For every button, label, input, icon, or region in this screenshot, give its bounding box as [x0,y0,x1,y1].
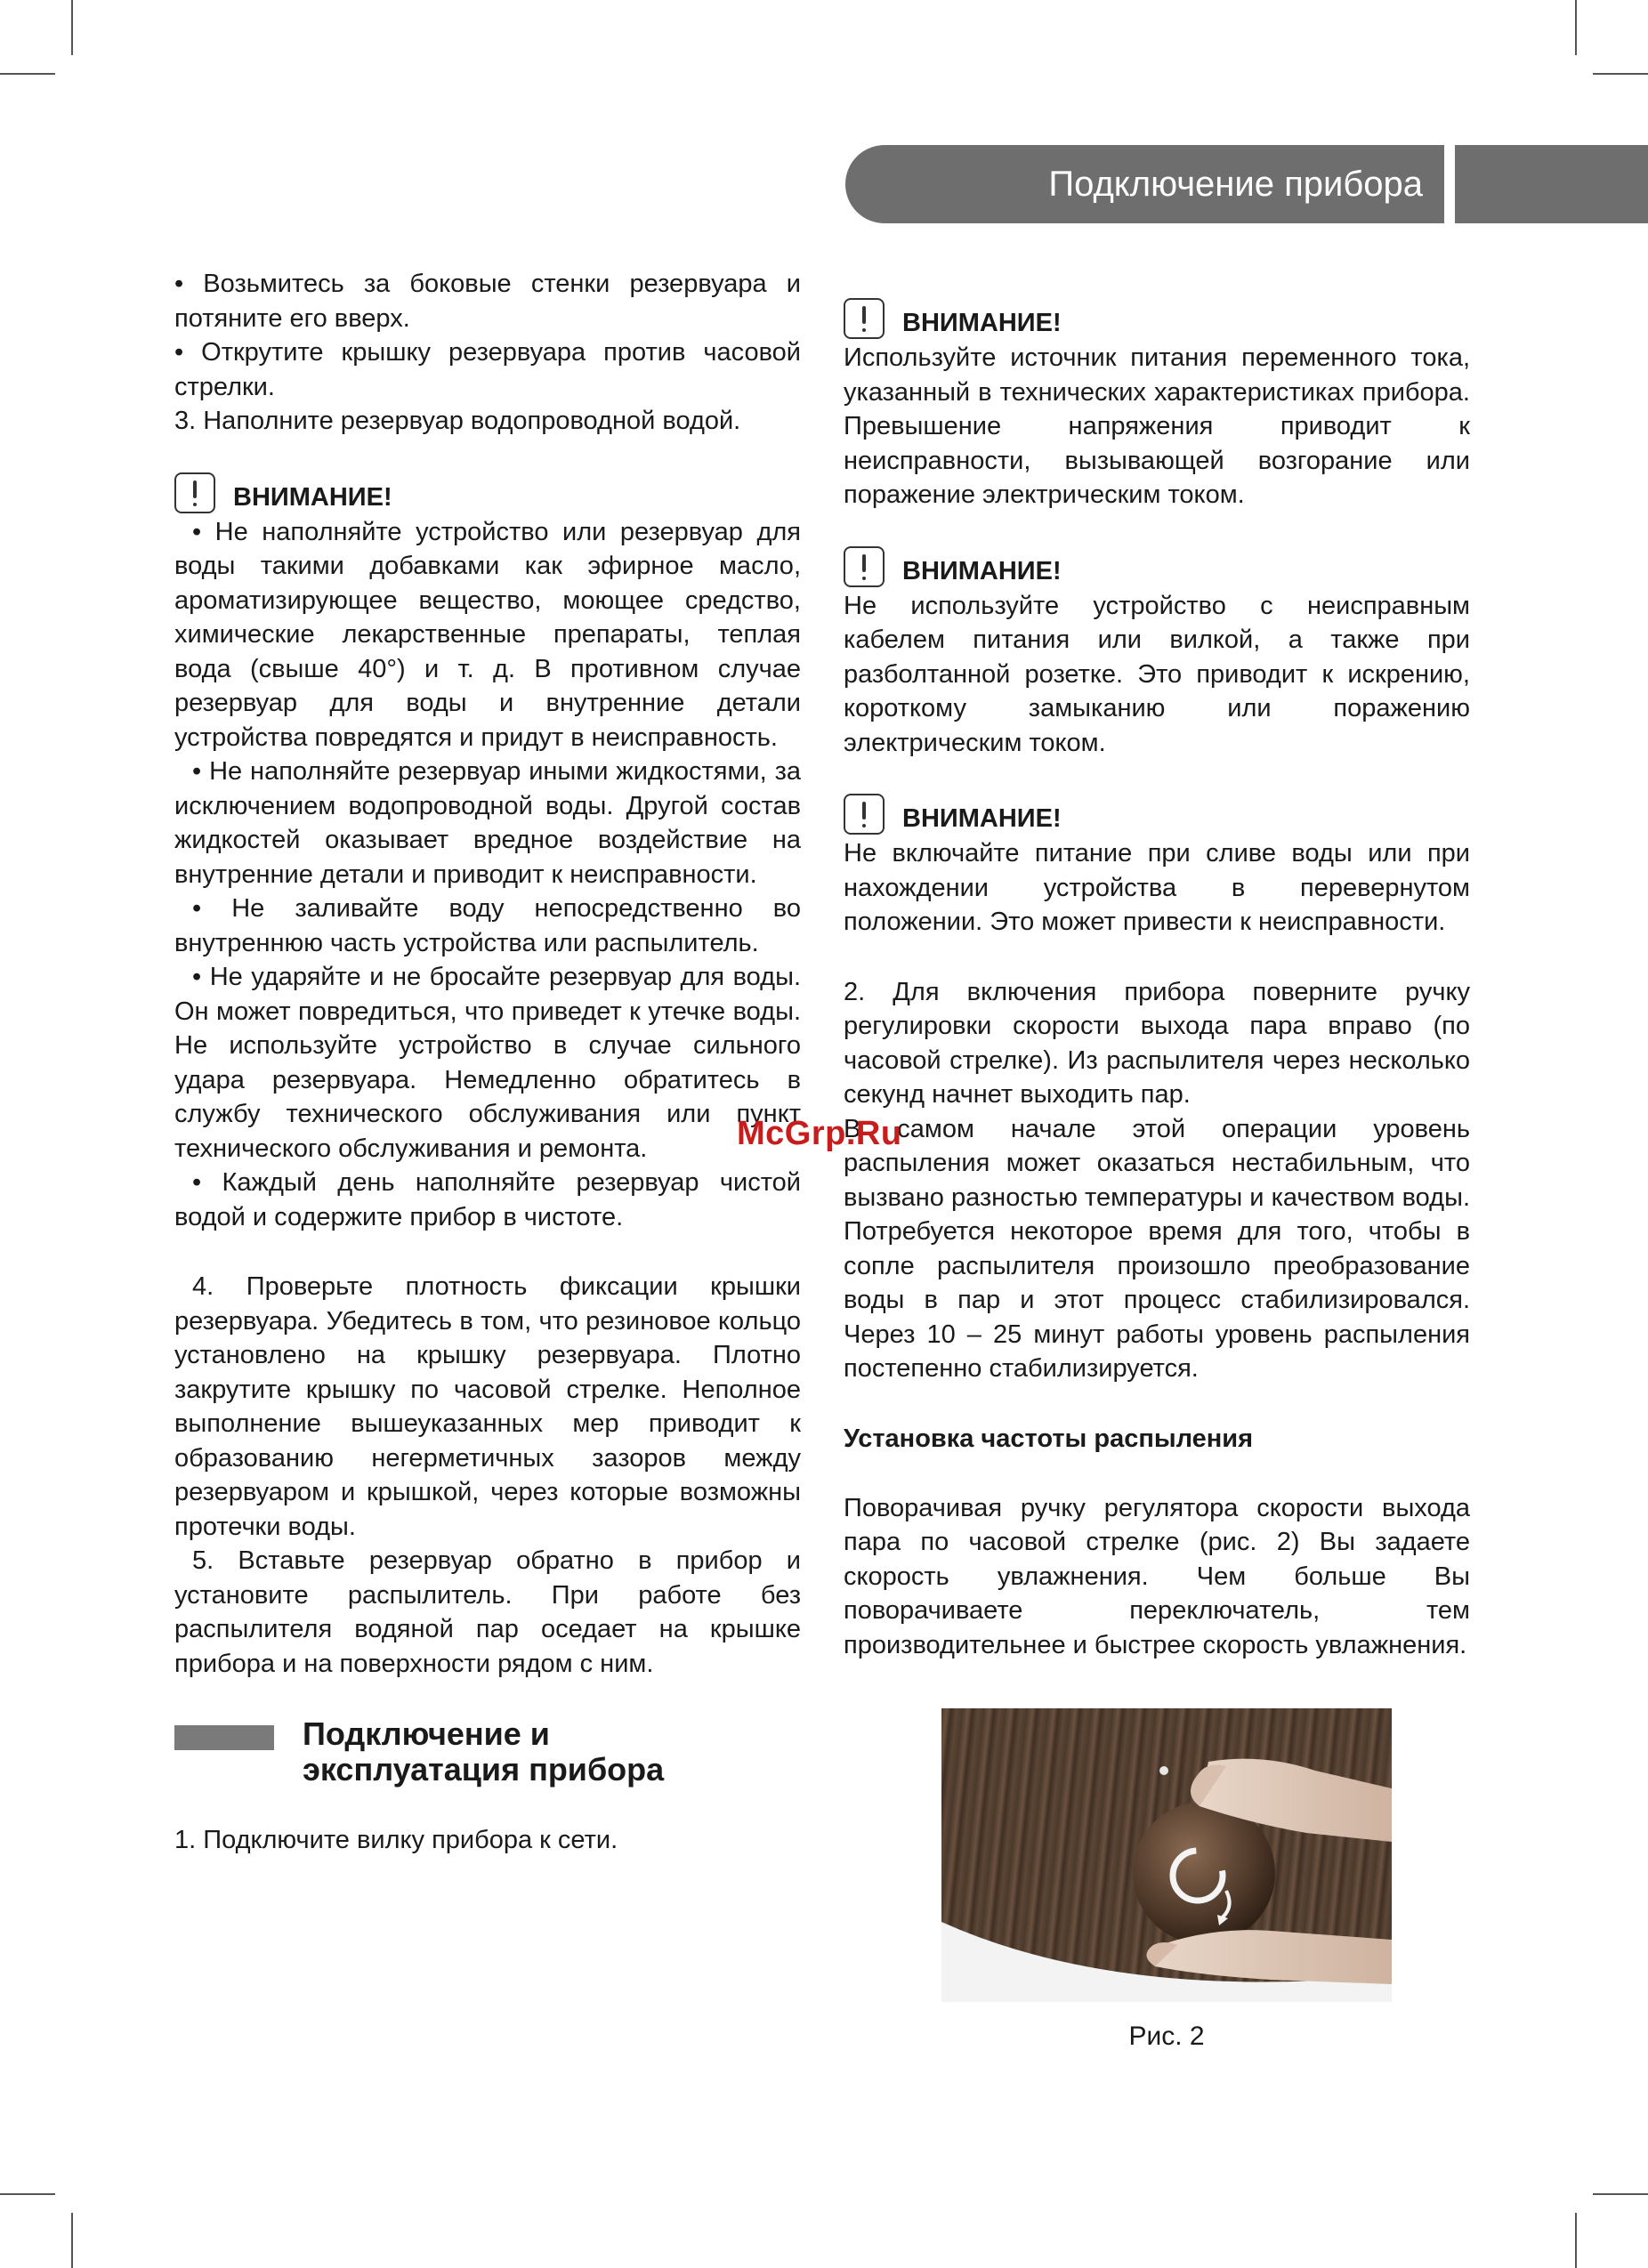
section-title-line: Подключение и [303,1715,550,1752]
crop-mark [1593,73,1648,75]
warning-heading [844,546,1470,587]
section-title [303,1716,664,1788]
warning-title: ВНИМАНИЕ! [233,482,392,512]
warning-title: ВНИМАНИЕ! [902,556,1062,585]
paragraph: • Открутите крышку резервуара против часовой стрелки. [174,338,801,401]
crop-mark [0,73,55,75]
paragraph: 4. Проверьте плотность фиксации крышки резервуара. Убедитесь в том, что резиновое кольцо установлено на крышку резервуара. Плотно закрутите крышку по часовой стрелке. Неполное выполнение вышеуказанных мер приводит к образованию негерметичных зазоров между резервуаром и крышкой, через которые возможны протечки воды. [174,1272,801,1541]
warning-item: • Не наполняйте резервуар иными жидкостями, за исключением водопроводной воды. Другой состав жидкостей оказывает вредное воздействие на внутренние детали и приводит к неисправности. [174,757,801,889]
warning-icon [844,298,885,339]
crop-mark [1575,2213,1577,2268]
knob-illustration [941,1708,1392,2002]
section-title-line: эксплуатация прибора [303,1751,665,1788]
section-bar [174,1725,274,1750]
crop-mark [71,2213,73,2268]
figure-caption: Рис. 2 [1128,2022,1205,2051]
warning-item: • Не заливайте воду непосредственно во внутреннюю часть устройства или распылитель. [174,894,801,957]
indicator-light-icon [1159,1766,1168,1775]
paragraph: 1. Подключите вилку прибора к сети. [174,1826,618,1854]
crop-mark [1575,0,1577,55]
crop-mark [1593,2193,1648,2195]
paragraph: Поворачивая ручку регулятора скорости выхода пара по часовой стрелке (рис. 2) Вы задаете скорость увлажнения. Чем больше Вы поворачиваете переключатель, тем производительнее и быстрее скорость увлажнения. [844,1493,1470,1659]
crop-mark [0,2193,55,2195]
right-column [844,298,1470,2054]
paragraph: Не используйте устройство с неисправным кабелем питания или вилкой, а также при разболтанной розетке. Это приводит к искрению, короткому замыканию или поражению электрическим током. [844,591,1470,757]
paragraph: Используйте источник питания переменного тока, указанный в технических характеристиках прибора. Превышение напряжения приводит к неисправности, вызывающей возгорание или поражение электрическим током. [844,343,1470,509]
warning-icon [844,794,885,835]
paragraph: 2. Для включения прибора поверните ручку регулировки скорости выхода пара вправо (по часовой стрелке). Из распылителя через несколько секунд начнет выходить пар. [844,977,1470,1109]
crop-mark [71,0,73,55]
subheading: Установка частоты распыления [844,1424,1254,1453]
page-header-tab: Подключение прибора [845,145,1444,223]
knob-icon [1133,1802,1275,1944]
paragraph: Не включайте питание при сливе воды или при нахождении устройства в перевернутом положении. Это может привести к неисправности. [844,839,1470,936]
left-column [174,267,801,1858]
warning-item: • Не наполняйте устройство или резервуар для воды такими добавками как эфирное масло, ароматизирующее вещество, моющее средство, химические лекарственные препараты, теплая вода (свыше 40°) и т. д. В противном случае резервуар для воды и внутренние детали устройства повредятся и придут в неисправность. [174,517,801,752]
warning-heading [844,298,1470,339]
warning-item: • Не ударяйте и не бросайте резервуар для воды. Он может повредиться, что приведет к утечке воды. Не используйте устройство в случае сильного удара резервуара. Немедленно обратитесь в службу технического обслуживания или пункт технического обслуживания и ремонта. [174,963,801,1163]
warning-title: ВНИМАНИЕ! [902,804,1062,833]
warning-icon [174,472,215,513]
paragraph: В самом начале этой операции уровень распыления может оказаться нестабильным, что вызвано разностью температуры и качеством воды. Потребуется некоторое время для того, чтобы в сопле распылителя произошло преобразование воды в пар и этот процесс стабилизировался. Через 10 – 25 минут работы уровень распыления постепенно стабилизируется. [844,1114,1471,1383]
page-header-block [1455,145,1648,223]
figure-photo [941,1708,1392,2002]
paragraph: 5. Вставьте резервуар обратно в прибор и установите распылитель. При работе без распылителя водяной пар оседает на крышке прибора и на поверхности рядом с ним. [174,1546,801,1678]
paragraph: 3. Наполните резервуар водопроводной водой. [174,407,741,435]
warning-item: • Каждый день наполняйте резервуар чистой водой и содержите прибор в чистоте. [174,1168,801,1231]
warning-icon [844,546,885,587]
warning-title: ВНИМАНИЕ! [902,309,1062,337]
warning-heading [844,794,1470,835]
section-heading [174,1716,801,1788]
watermark: McGrp.Ru [737,1115,902,1152]
warning-heading [174,472,801,513]
paragraph: • Возьмитесь за боковые стенки резервуара и потяните его вверх. [174,270,801,333]
